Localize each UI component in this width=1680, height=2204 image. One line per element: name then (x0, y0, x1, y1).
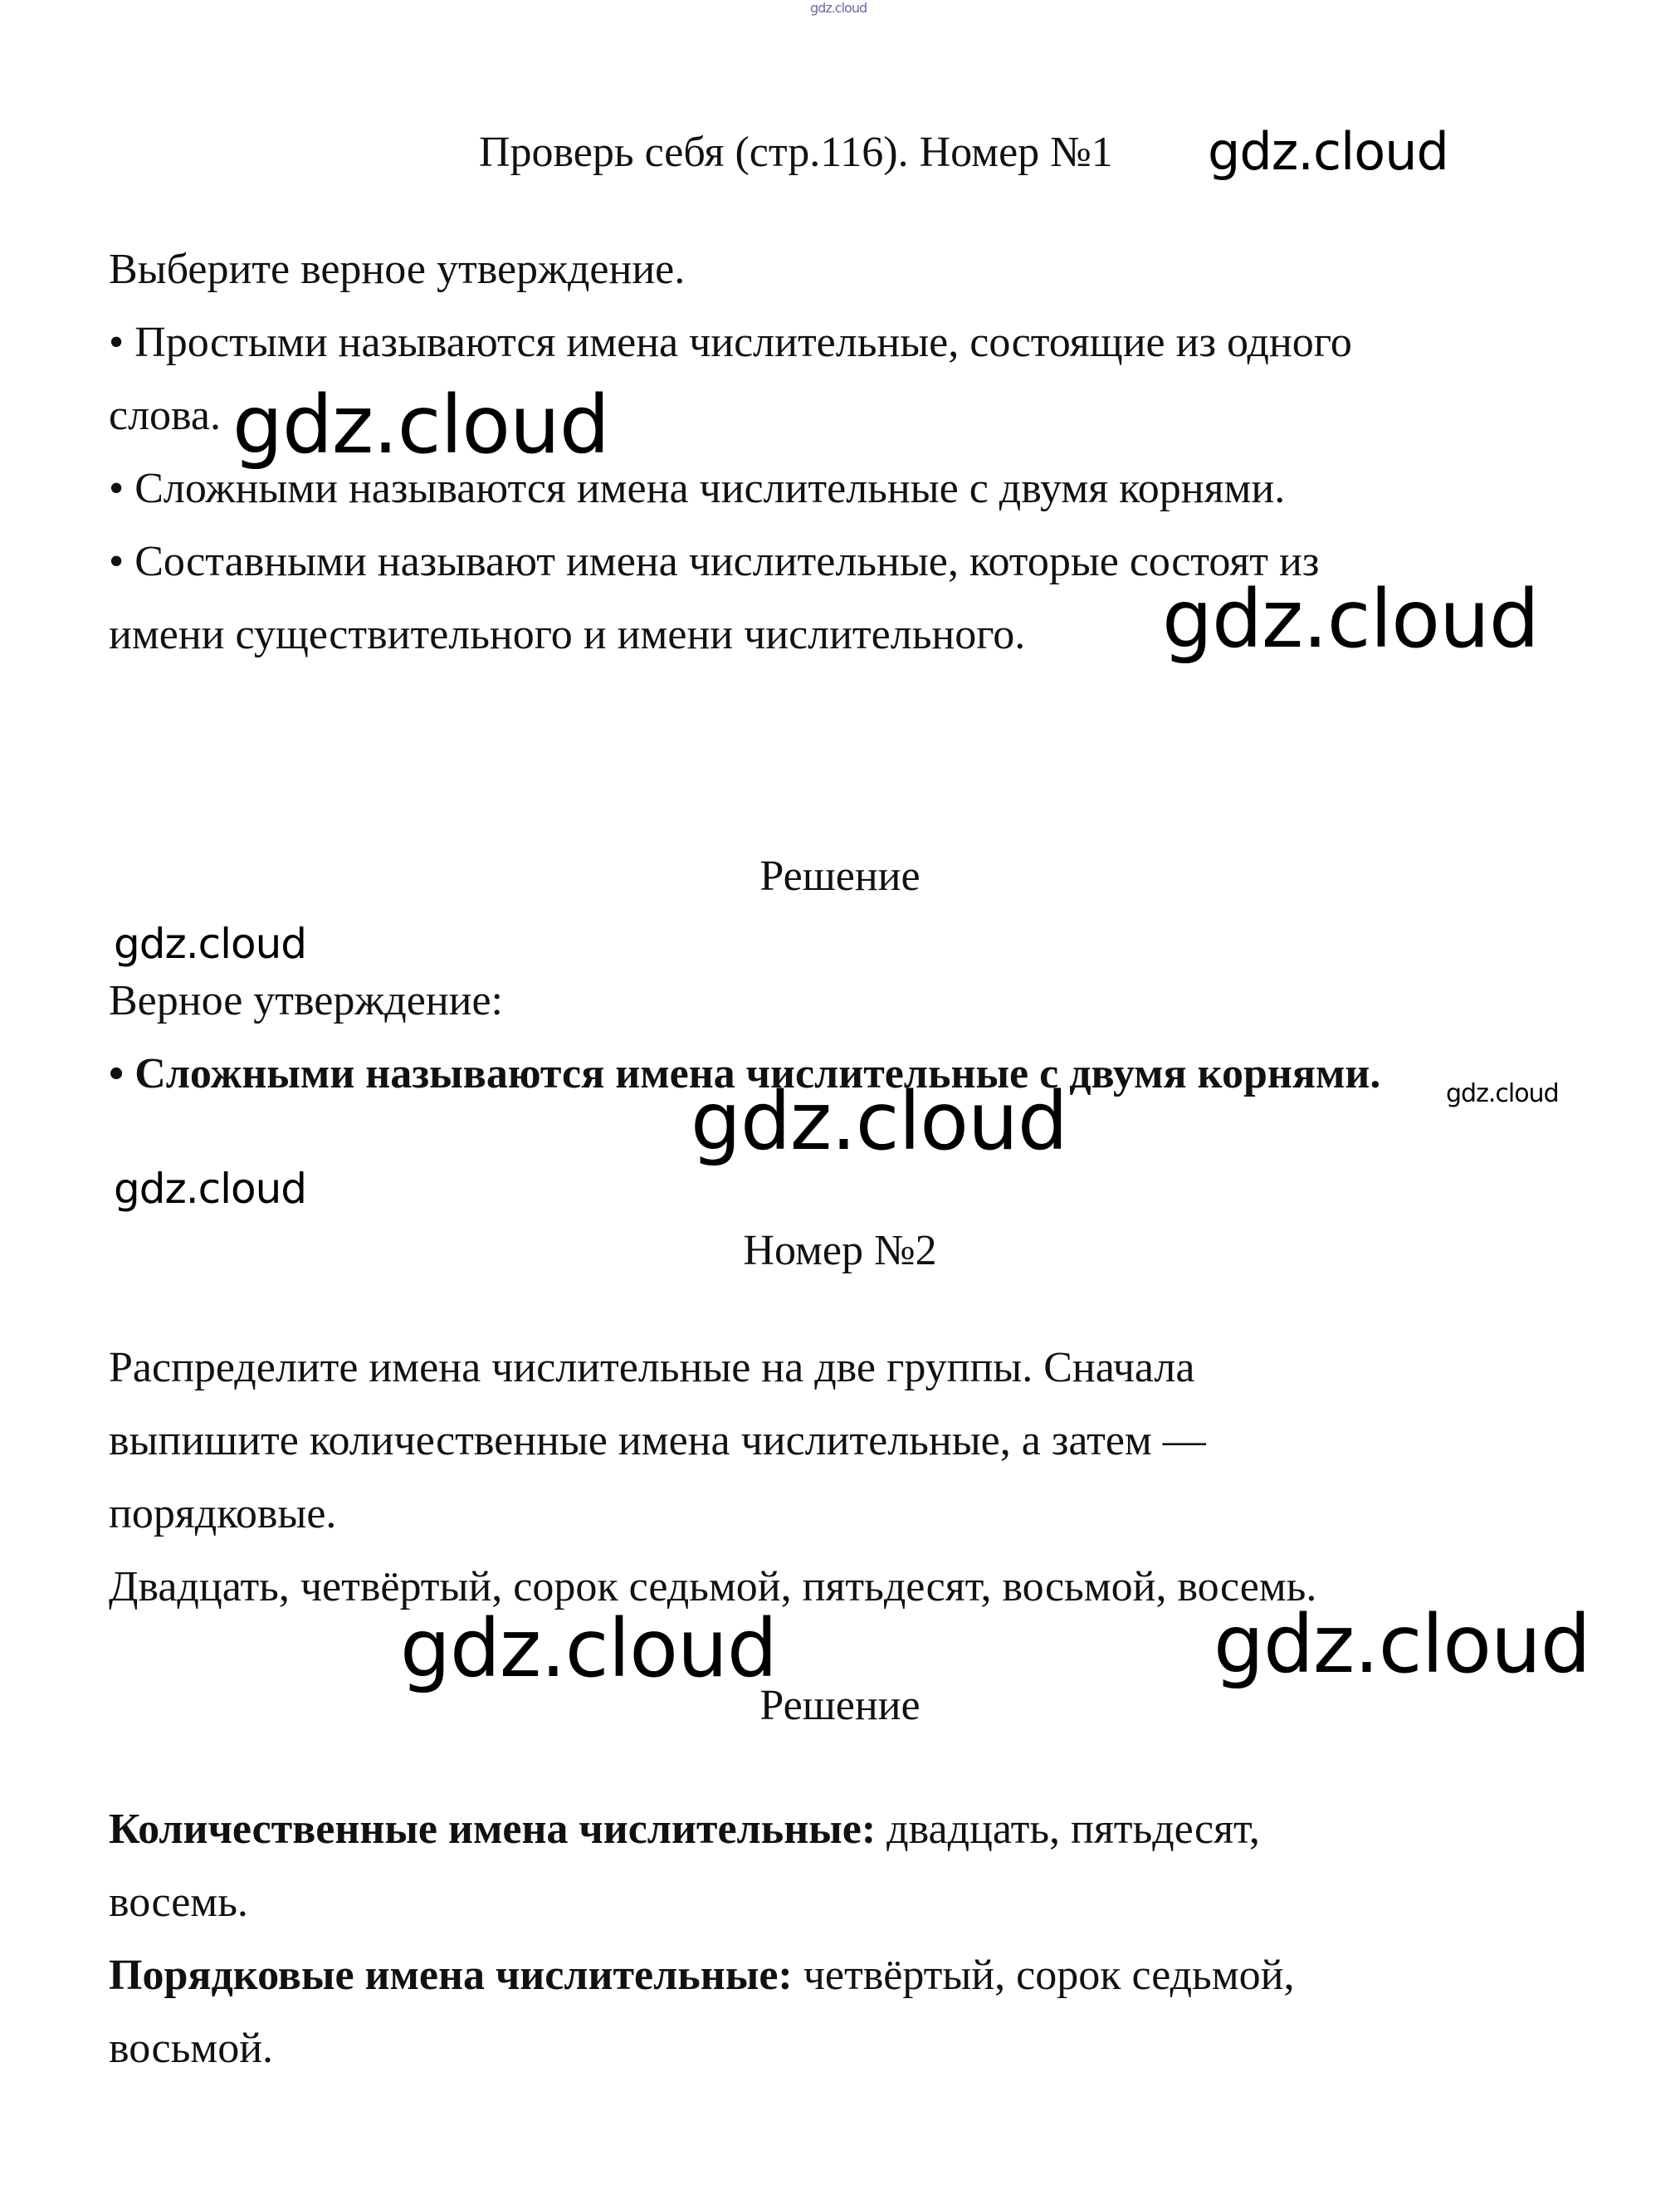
task2-cardinal-cont: восемь. (109, 1879, 248, 1926)
task1-answer-bold: • Сложными называются имена числительные с двумя корнями. (109, 1050, 1381, 1097)
task1-option-3-cont: имени существительного и имени числительного. (109, 611, 1026, 658)
watermark-answer: gdz.cloud (691, 1075, 1067, 1168)
watermark-heading: gdz.cloud (1208, 121, 1448, 182)
task1-option-1-cont: слова. (109, 392, 221, 439)
task2-ordinal-values: четвёртый, сорок седьмой, (792, 1952, 1295, 1999)
watermark-option: gdz.cloud (232, 379, 609, 472)
task1-option-1: • Простыми называются имена числительные, состоящие из одного (109, 319, 1352, 366)
watermark-words-right: gdz.cloud (1214, 1598, 1590, 1691)
task2-ordinal (109, 1939, 1586, 2012)
watermark-task2: gdz.cloud (114, 1165, 307, 1213)
task2-ordinal-cont: восьмой. (109, 2025, 274, 2072)
task2-heading: Номер №2 (743, 1227, 937, 1274)
task2-cardinal (109, 1793, 1586, 1866)
task2-ordinal-label: Порядковые имена числительные: (109, 1952, 793, 1999)
task1-heading: Проверь себя (стр.116). Номер №1 (479, 129, 1113, 176)
watermark-words-left: gdz.cloud (400, 1602, 777, 1695)
watermark-solution: gdz.cloud (114, 920, 307, 968)
task2-words: Двадцать, четвёртый, сорок седьмой, пятьдесят, восьмой, восемь. (109, 1563, 1317, 1610)
task1-answer-label: Верное утверждение: (109, 977, 504, 1024)
task2-prompt-2: выпишите количественные имена числительные, а затем — (109, 1417, 1206, 1464)
task1-option-3: • Составными называют имена числительные, которые состоят из (109, 538, 1320, 585)
task2-cardinal-label: Количественные имена числительные: (109, 1806, 877, 1853)
task1-prompt: Выберите верное утверждение. (109, 246, 686, 293)
watermark-answer-small: gdz.cloud (1446, 1079, 1559, 1108)
task1-solution-heading: Решение (759, 853, 921, 900)
task2-cardinal-values: двадцать, пятьдесят, (876, 1806, 1260, 1853)
task2-prompt-3: порядковые. (109, 1490, 337, 1537)
task1-option-2: • Сложными называются имена числительные с двумя корнями. (109, 465, 1286, 512)
watermark-option-end: gdz.cloud (1162, 573, 1539, 666)
task2-prompt-1: Распределите имена числительные на две группы. Сначала (109, 1344, 1195, 1391)
task2-solution-heading: Решение (759, 1682, 921, 1729)
watermark-top: gdz.cloud (810, 0, 867, 16)
